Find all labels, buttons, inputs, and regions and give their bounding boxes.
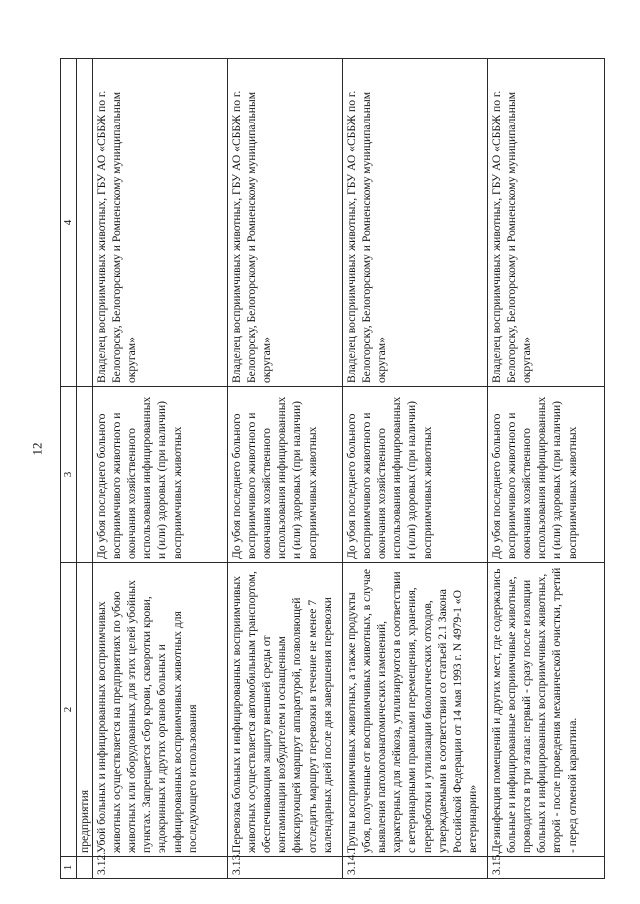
page-number: 12 bbox=[29, 442, 45, 456]
responsible-cell: Владелец восприимчивых животных, ГБУ АО «СББЖ по г. Белогорску, Белогорскому и Ромненскому муниципальным округам» bbox=[228, 59, 343, 387]
table-row bbox=[93, 59, 228, 879]
table-row bbox=[228, 59, 343, 879]
rotated-table-container bbox=[60, 59, 610, 879]
header-cell: 2 bbox=[61, 563, 77, 857]
empty-cell bbox=[77, 59, 93, 387]
continuation-row bbox=[77, 59, 93, 879]
row-number: 3.12. bbox=[93, 857, 228, 879]
continuation-text: предприятия bbox=[77, 563, 93, 857]
header-cell: 3 bbox=[61, 387, 77, 563]
measure-cell: Дезинфекция помещений и других мест, где содержались больные и инфицированные восприимчивые животные, проводится в три этапа: первый - сразу после изоляции больных и инфицированных восприимчивых животных, второй - после проведения механической очистки, третий - перед отменой карантина. bbox=[488, 563, 605, 857]
deadline-cell: До убоя последнего больного восприимчивого животного и окончания хозяйственного использования инфицированных и (или) здоровых (при наличии) восприимчивых животных bbox=[228, 387, 343, 563]
measure-cell: Трупы восприимчивых животных, а также продукты убоя, полученные от восприимчивых животных, в случае выявления патологоанатомических изменений, характерных для лейкоза, утилизируются в соответствии с ветеринарными правилами перемещения, хранения, переработки и утилизации биологических отходов, утверждаемыми в соответствии со статьей 2.1 Закона Российской Федерации от 14 мая 1993 г. N 4979-1 «О ветеринарии» bbox=[343, 563, 488, 857]
measures-table bbox=[60, 58, 605, 879]
empty-cell bbox=[77, 387, 93, 563]
measure-cell: Перевозка больных и инфицированных восприимчивых животных осуществляется автомобильным транспортом, обеспечивающим защиту внешней среды от контаминации возбудителем и оснащенным фиксирующей маршрут аппаратурой, позволяющей отследить маршрут перевозки в течение не менее 7 календарных дней после дня завершения перевозки bbox=[228, 563, 343, 857]
responsible-cell: Владелец восприимчивых животных, ГБУ АО «СББЖ по г. Белогорску, Белогорскому и Ромненскому муниципальным округам» bbox=[343, 59, 488, 387]
table-row bbox=[488, 59, 605, 879]
table-header-row bbox=[61, 59, 77, 879]
responsible-cell: Владелец восприимчивых животных, ГБУ АО «СББЖ по г. Белогорску, Белогорскому и Ромненскому муниципальным округам» bbox=[488, 59, 605, 387]
header-cell: 4 bbox=[61, 59, 77, 387]
measure-cell: Убой больных и инфицированных восприимчивых животных осуществляется на предприятиях по убою животных или оборудованных для этих целей убойных пунктах. Запрещается сбор крови, скворотки крови, эндокринных и других органов больных и инфицированных восприимчивых животных для последующего использования bbox=[93, 563, 228, 857]
row-number: 3.13. bbox=[228, 857, 343, 879]
deadline-cell: До убоя последнего больного восприимчивого животного и окончания хозяйственного использования инфицированных и (или) здоровых (при наличии) восприимчивых животных bbox=[343, 387, 488, 563]
deadline-cell: До убоя последнего больного восприимчивого животного и окончания хозяйственного использования инфицированных и (или) здоровых (при наличии) восприимчивых животных bbox=[488, 387, 605, 563]
responsible-cell: Владелец восприимчивых животных, ГБУ АО «СББЖ по г. Белогорску, Белогорскому и Ромненскому муниципальным округам» bbox=[93, 59, 228, 387]
row-number: 3.14. bbox=[343, 857, 488, 879]
table-row bbox=[343, 59, 488, 879]
empty-cell bbox=[77, 857, 93, 879]
header-cell: 1 bbox=[61, 857, 77, 879]
deadline-cell: До убоя последнего больного восприимчивого животного и окончания хозяйственного использования инфицированных и (или) здоровых (при наличии) восприимчивых животных bbox=[93, 387, 228, 563]
row-number: 3.15. bbox=[488, 857, 605, 879]
